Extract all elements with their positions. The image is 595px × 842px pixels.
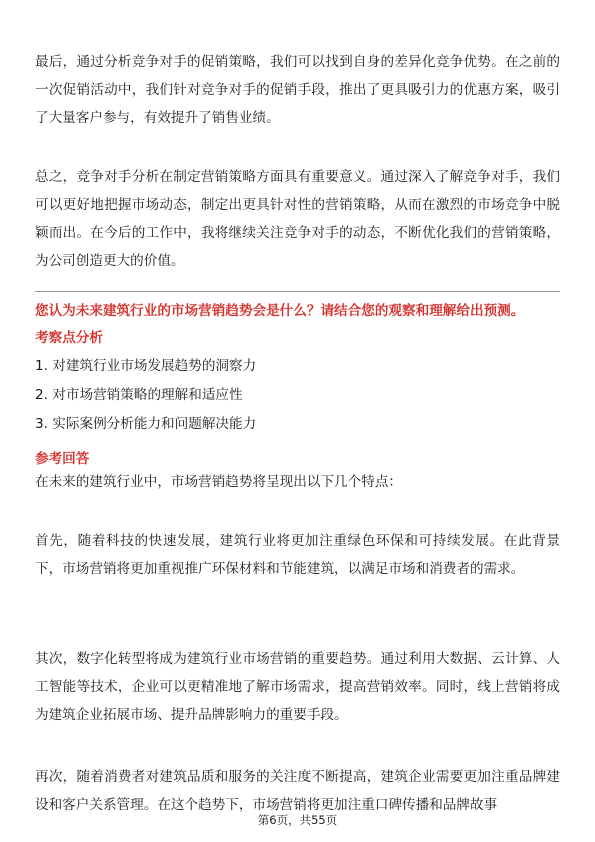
question-title: 您认为未来建筑行业的市场营销趋势会是什么？请结合您的观察和理解给出预测。	[35, 303, 525, 319]
answer-paragraph-second: 其次，数字化转型将成为建筑行业市场营销的重要趋势。通过利用大数据、云计算、人工智能等技术，企业可以更精准地了解市场需求，提高营销效率。同时，线上营销将成为建筑企业拓展市场、提升品牌影响力的重要手段。	[35, 651, 560, 723]
answer-paragraph-third: 再次，随着消费者对建筑品质和服务的关注度不断提高，建筑企业需要更加注重品牌建设和客户关系管理。在这个趋势下，市场营销将更加注重口碑传播和品牌故事	[35, 769, 560, 813]
answer-heading: 参考回答	[35, 451, 90, 467]
list-item: 1. 对建筑行业市场发展趋势的洞察力	[35, 358, 257, 374]
page-number: 第6页，共55页	[257, 813, 338, 827]
answer-intro: 在未来的建筑行业中，市场营销趋势将呈现出以下几个特点：	[35, 474, 403, 490]
paragraph-summary: 总之，竞争对手分析在制定营销策略方面具有重要意义。通过深入了解竞争对手，我们可以更好地把握市场动态，制定出更具针对性的营销策略，从而在激烈的市场竞争中脱颖而出。在今后的工作中，我将继续关注竞争对手的动态，不断优化我们的营销策略，为公司创造更大的价值。	[35, 169, 560, 269]
list-item: 2. 对市场营销策略的理解和适应性	[35, 387, 243, 403]
paragraph-promotion-strategy: 最后，通过分析竞争对手的促销策略，我们可以找到自身的差异化竞争优势。在之前的一次促销活动中，我们针对竞争对手的促销手段，推出了更具吸引力的优惠方案，吸引了大量客户参与，有效提升了销售业绩。	[35, 54, 560, 126]
list-item: 3. 实际案例分析能力和问题解决能力	[35, 416, 257, 432]
answer-paragraph-first: 首先，随着科技的快速发展，建筑行业将更加注重绿色环保和可持续发展。在此背景下，市场营销将更加重视推广环保材料和节能建筑，以满足市场和消费者的需求。	[35, 533, 560, 577]
analysis-heading: 考察点分析	[35, 330, 103, 346]
analysis-list	[35, 352, 560, 439]
section-divider	[35, 291, 560, 292]
